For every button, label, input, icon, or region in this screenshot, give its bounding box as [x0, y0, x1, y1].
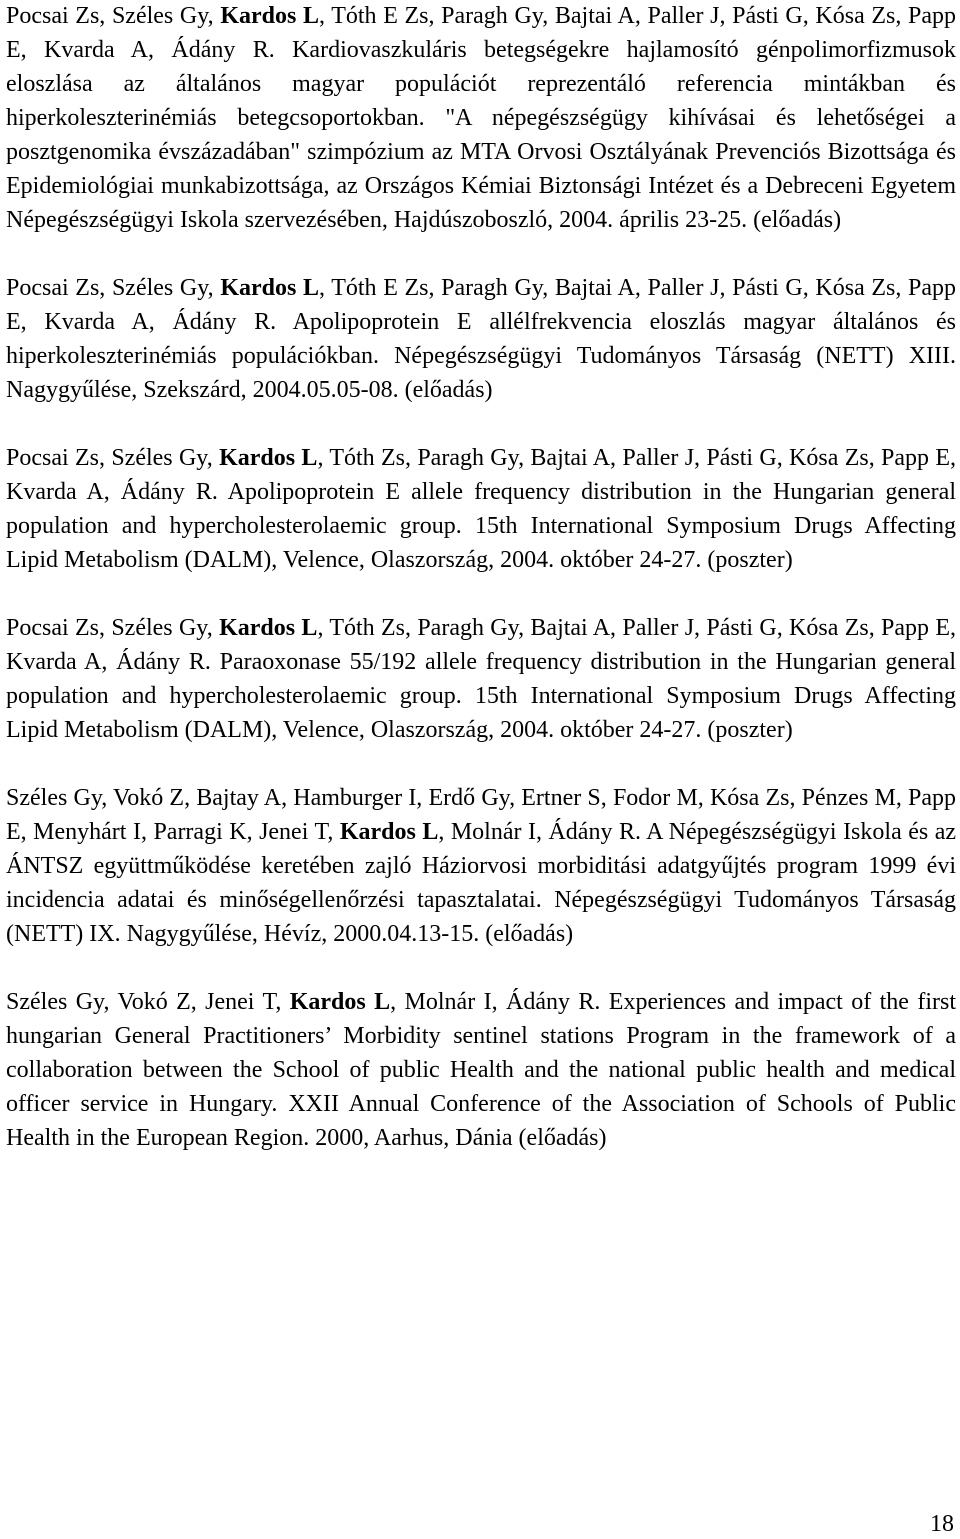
highlighted-author: Kardos L	[220, 275, 320, 301]
entry-authors-before: Pocsai Zs, Széles Gy,	[6, 3, 221, 29]
highlighted-author: Kardos L	[219, 615, 318, 641]
highlighted-author: Kardos L	[220, 3, 320, 29]
entry-rest: , Molnár I, Ádány R. Experiences and impact of the first hungarian General Practitioners’ Morbidity sentinel stations Program in the framework of a collaboration between the School of public Health and the national public health and medical officer service in Hungary. XXII Annual Conference of the Association of Schools of Public Health in the European Region. 2000, Aarhus, Dánia (előadás)	[6, 989, 956, 1151]
highlighted-author: Kardos L	[339, 819, 439, 845]
publication-entry	[6, 985, 956, 1155]
entry-rest: , Tóth Zs, Paragh Gy, Bajtai A, Paller J, Pásti G, Kósa Zs, Papp E, Kvarda A, Ádány R. Apolipoprotein E allele frequency distribution in the Hungarian general population and hypercholesterolaemic group. 15th International Symposium Drugs Affecting Lipid Metabolism (DALM), Velence, Olaszország, 2004. október 24-27. (poszter)	[6, 445, 957, 573]
publication-entry	[6, 611, 956, 747]
publication-entry	[6, 271, 956, 407]
publication-entry	[6, 0, 956, 237]
publication-list	[6, 0, 956, 1155]
entry-authors-before: Pocsai Zs, Széles Gy,	[6, 615, 220, 641]
highlighted-author: Kardos L	[289, 989, 391, 1015]
entry-rest: , Tóth Zs, Paragh Gy, Bajtai A, Paller J, Pásti G, Kósa Zs, Papp E, Kvarda A, Ádány R. Paraoxonase 55/192 allele frequency distribution in the Hungarian general population and hypercholesterolaemic group. 15th International Symposium Drugs Affecting Lipid Metabolism (DALM), Velence, Olaszország, 2004. október 24-27. (poszter)	[6, 615, 957, 743]
entry-authors-before: Pocsai Zs, Széles Gy,	[6, 445, 220, 471]
entry-authors-before: Pocsai Zs, Széles Gy,	[6, 275, 221, 301]
page-number: 18	[930, 1511, 954, 1537]
entry-rest: , Molnár I, Ádány R. A Népegészségügyi Iskola és az ÁNTSZ együttműködése keretében zajló Háziorvosi morbiditási adatgyűjtés program 1999 évi incidencia adatai és minőségellenőrzési tapasztalatai. Népegészségügyi Tudományos Társaság (NETT) IX. Nagygyűlése, Hévíz, 2000.04.13-15. (előadás)	[6, 819, 957, 947]
entry-rest: , Tóth E Zs, Paragh Gy, Bajtai A, Paller J, Pásti G, Kósa Zs, Papp E, Kvarda A, Ádány R. Apolipoprotein E allélfrekvencia eloszlás magyar általános és hiperkoleszterinémiás populációkban. Népegészségügyi Tudományos Társaság (NETT) XIII. Nagygyűlése, Szekszárd, 2004.05.05-08. (előadás)	[6, 275, 957, 403]
entry-rest: , Tóth E Zs, Paragh Gy, Bajtai A, Paller J, Pásti G, Kósa Zs, Papp E, Kvarda A, Ádány R. Kardiovaszkuláris betegségekre hajlamosító génpolimorfizmusok eloszlása az általános magyar populációt reprezentáló referencia mintákban és hiperkoleszterinémiás betegcsoportokban. "A népegészségügy kihívásai és lehetőségei a posztgenomika évszázadában" szimpózium az MTA Orvosi Osztályának Prevenciós Bizottsága és Epidemiológiai munkabizottsága, az Országos Kémiai Biztonsági Intézet és a Debreceni Egyetem Népegészségügyi Iskola szervezésében, Hajdúszoboszló, 2004. április 23-25. (előadás)	[6, 3, 957, 233]
highlighted-author: Kardos L	[219, 445, 318, 471]
entry-authors-before: Széles Gy, Vokó Z, Jenei T,	[6, 989, 290, 1015]
entry-authors-before: Széles Gy, Vokó Z, Bajtay A, Hamburger I, Erdő Gy, Ertner S, Fodor M, Kósa Zs, Pénzes M, Papp E, Menyhárt I, Parragi K, Jenei T,	[6, 785, 956, 845]
publication-entry	[6, 441, 956, 577]
publication-entry	[6, 781, 956, 951]
